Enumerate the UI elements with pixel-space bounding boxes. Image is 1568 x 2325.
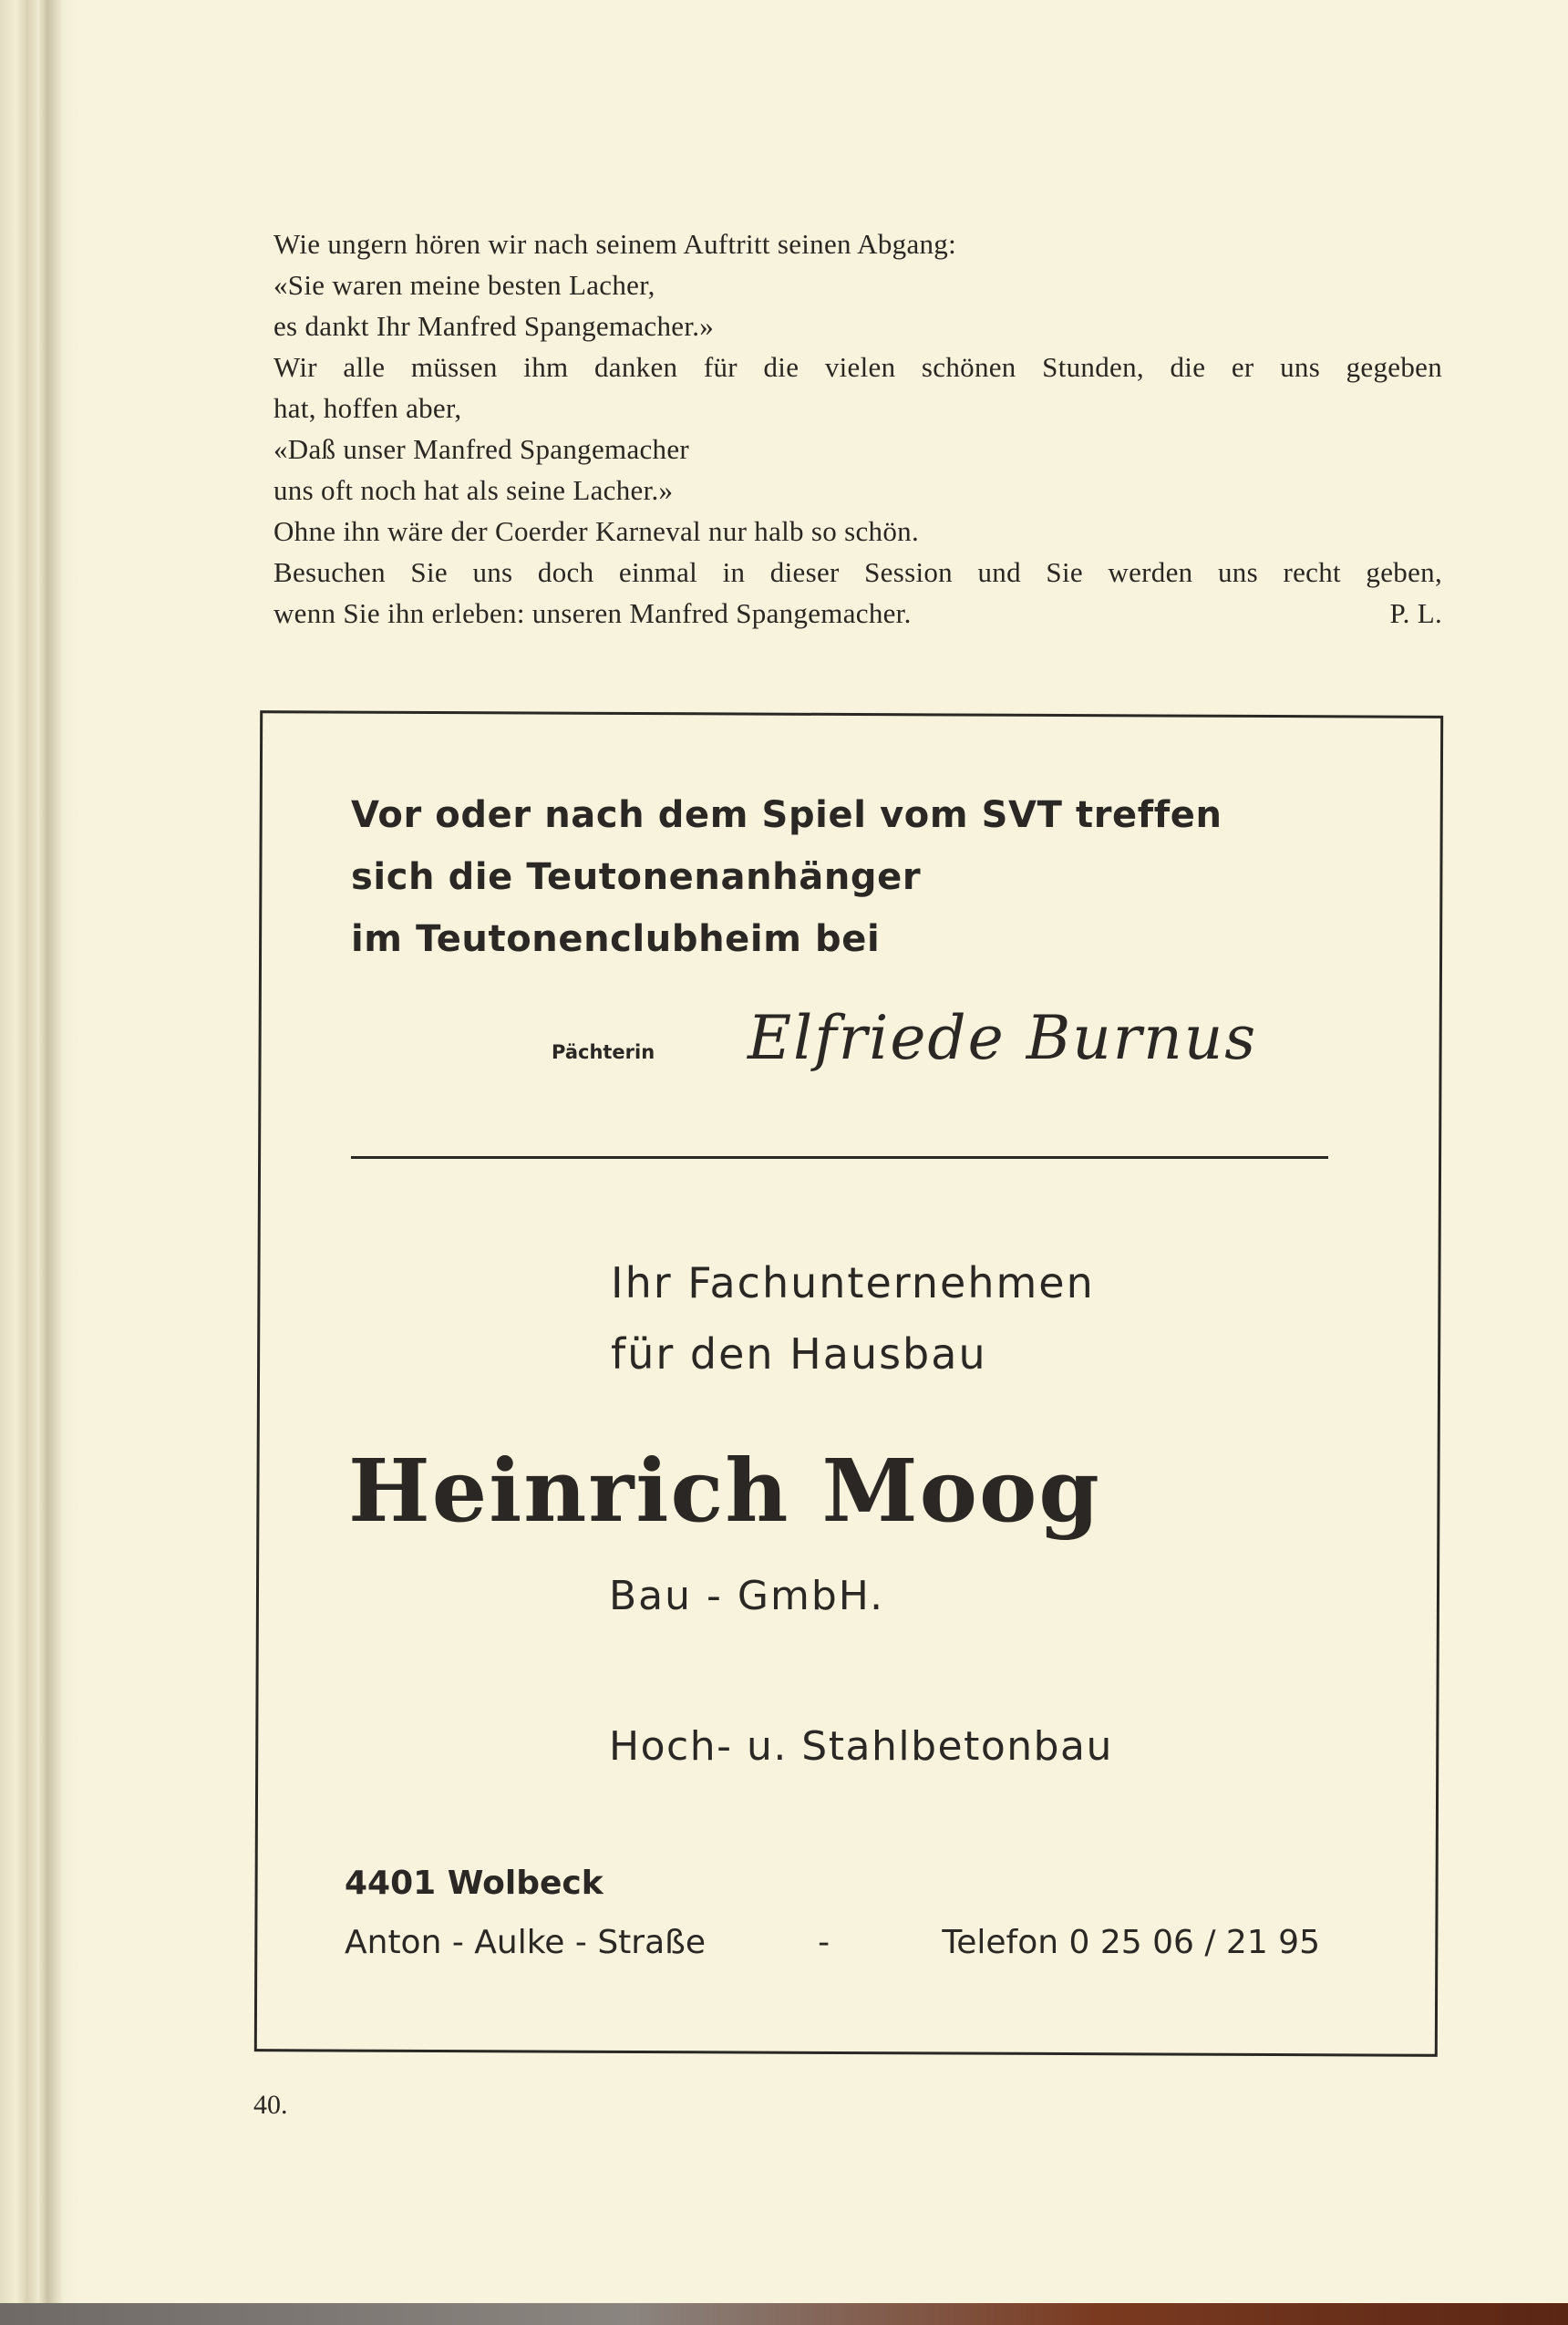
tenant-name: Elfriede Burnus — [748, 1003, 1258, 1073]
article-text — [273, 223, 1442, 634]
company-city: 4401 Wolbeck — [345, 1865, 603, 1902]
page-binding-edge — [0, 0, 82, 2325]
contact-separator: - — [818, 1924, 830, 1961]
construction-ad-tagline — [611, 1247, 1095, 1390]
article-line: «Daß unser Manfred Spangemacher — [273, 433, 690, 465]
company-phone: Telefon 0 25 06 / 21 95 — [942, 1924, 1320, 1961]
company-specialty: Hoch- u. Stahlbetonbau — [609, 1723, 1113, 1770]
scan-background-strip — [0, 2303, 1568, 2325]
article-line: hat, hoffen aber, — [273, 392, 462, 424]
tenant-label: Pächterin — [552, 1041, 655, 1063]
clubheim-ad-line: sich die Teutonenanhänger — [351, 856, 922, 898]
company-legal-form: Bau - GmbH. — [609, 1573, 885, 1619]
company-contact-line — [345, 1924, 1320, 1961]
company-street: Anton - Aulke - Straße — [345, 1924, 706, 1961]
clubheim-ad-line: im Teutonenclubheim bei — [351, 918, 881, 960]
article-line: Wie ungern hören wir nach seinem Auftritt seinen Abgang: — [273, 228, 957, 260]
company-name: Heinrich Moog — [348, 1441, 1101, 1542]
page-number: 40. — [253, 2090, 288, 2120]
ad-divider — [351, 1156, 1328, 1159]
article-line: Ohne ihn wäre der Coerder Karneval nur halb so schön. — [273, 515, 919, 547]
article-line: es dankt Ihr Manfred Spangemacher.» — [273, 310, 715, 342]
article-line: Besuchen Sie uns doch einmal in dieser Session und Sie werden uns recht geben, — [273, 556, 1442, 588]
clubheim-ad-line: Vor oder nach dem Spiel vom SVT treffen — [351, 794, 1222, 836]
article-line: «Sie waren meine besten Lacher, — [273, 269, 655, 301]
article-line: Wir alle müssen ihm danken für die vielen schönen Stunden, die er uns gegeben — [273, 351, 1442, 383]
article-line: uns oft noch hat als seine Lacher.» — [273, 474, 674, 506]
clubheim-ad-headline — [351, 784, 1336, 970]
tagline-line: Ihr Fachunternehmen — [611, 1258, 1095, 1307]
article-line: wenn Sie ihn erleben: unseren Manfred Spangemacher. — [273, 597, 912, 629]
article-closing-line — [273, 593, 1442, 634]
tagline-line: für den Hausbau — [611, 1329, 987, 1379]
author-signature: P. L. — [1389, 597, 1442, 629]
